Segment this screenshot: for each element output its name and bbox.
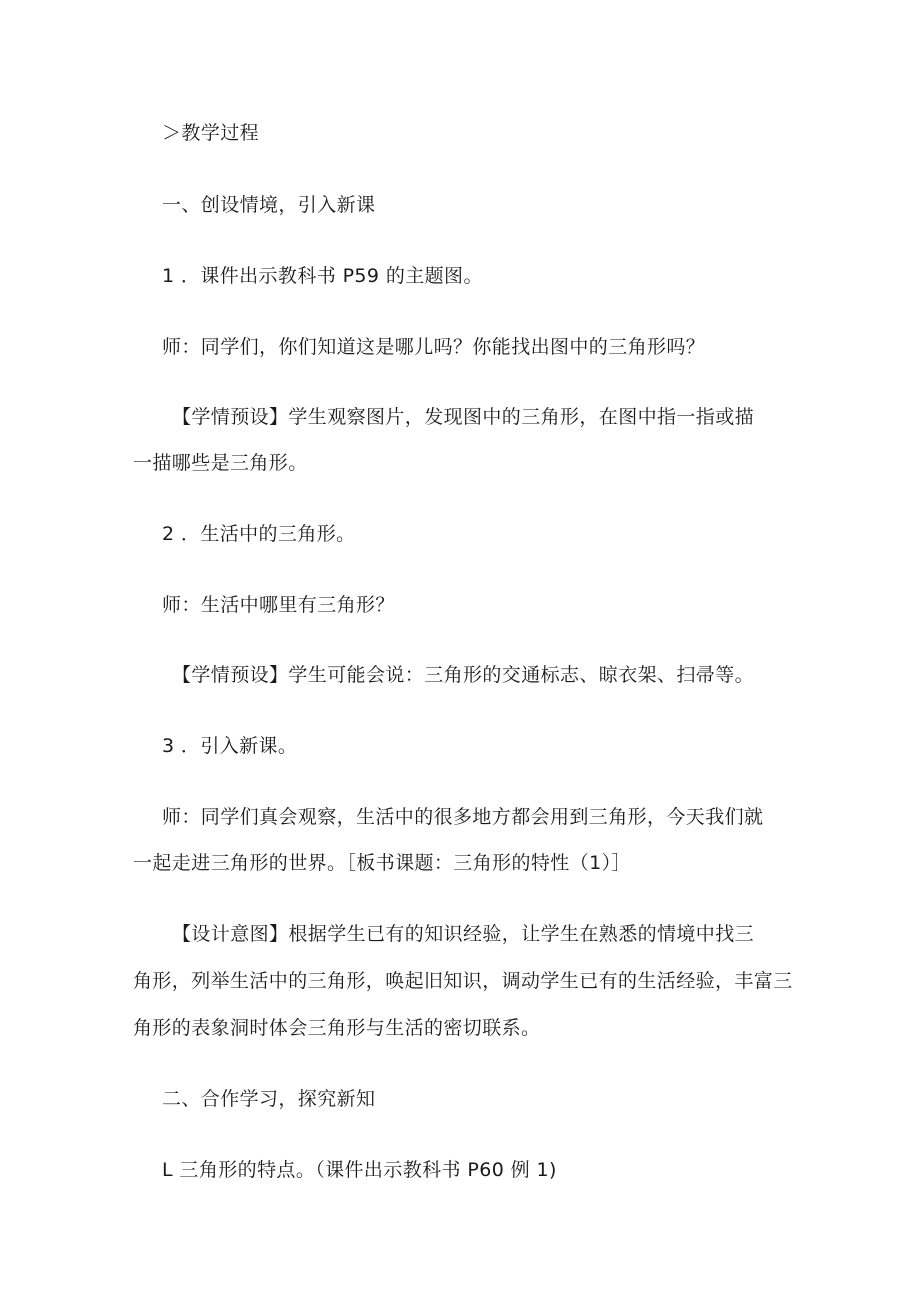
step-1-text: 1 ．课件出示教科书 P59 的主题图。 — [162, 265, 483, 287]
design-intent-line-1: 【设计意图】根据学生已有的知识经验，让学生在熟悉的情境中找三 — [172, 923, 755, 945]
section-1-title: 一、创设情境，引入新课 — [162, 194, 376, 216]
design-intent-line-2: 角形，列举生活中的三角形，唤起旧知识，调动学生已有的生活经验，丰富三 — [133, 970, 793, 992]
section-heading: ＞教学过程 — [162, 122, 260, 144]
section-2-title: 二、合作学习，探究新知 — [162, 1088, 376, 1110]
preset-2-text: 【学情预设】学生可能会说：三角形的交通标志、晾衣架、扫帚等。 — [172, 664, 755, 686]
preset-1-line-1: 【学情预设】学生观察图片，发现图中的三角形，在图中指一指或描 — [172, 406, 755, 428]
step-2-text: 2 ．生活中的三角形。 — [162, 523, 356, 545]
teacher-speech-line-1: 师：同学们真会观察，生活中的很多地方都会用到三角形，今天我们就 — [162, 806, 764, 828]
teacher-question-2: 师：生活中哪里有三角形？ — [162, 594, 395, 616]
step-3-text: 3 ．引入新课。 — [162, 735, 298, 757]
design-intent-line-3: 角形的表象洞时体会三角形与生活的密切联系。 — [133, 1017, 541, 1039]
preset-1-line-2: 一描哪些是三角形。 — [133, 452, 308, 474]
step-4-text: L 三角形的特点。（课件出示教科书 P60 例 1) — [162, 1159, 557, 1181]
teacher-question-1: 师：同学们，你们知道这是哪儿吗？你能找出图中的三角形吗？ — [162, 336, 706, 358]
teacher-speech-line-2: 一起走进三角形的世界。［板书课题：三角形的特性（1）］ — [133, 852, 631, 874]
